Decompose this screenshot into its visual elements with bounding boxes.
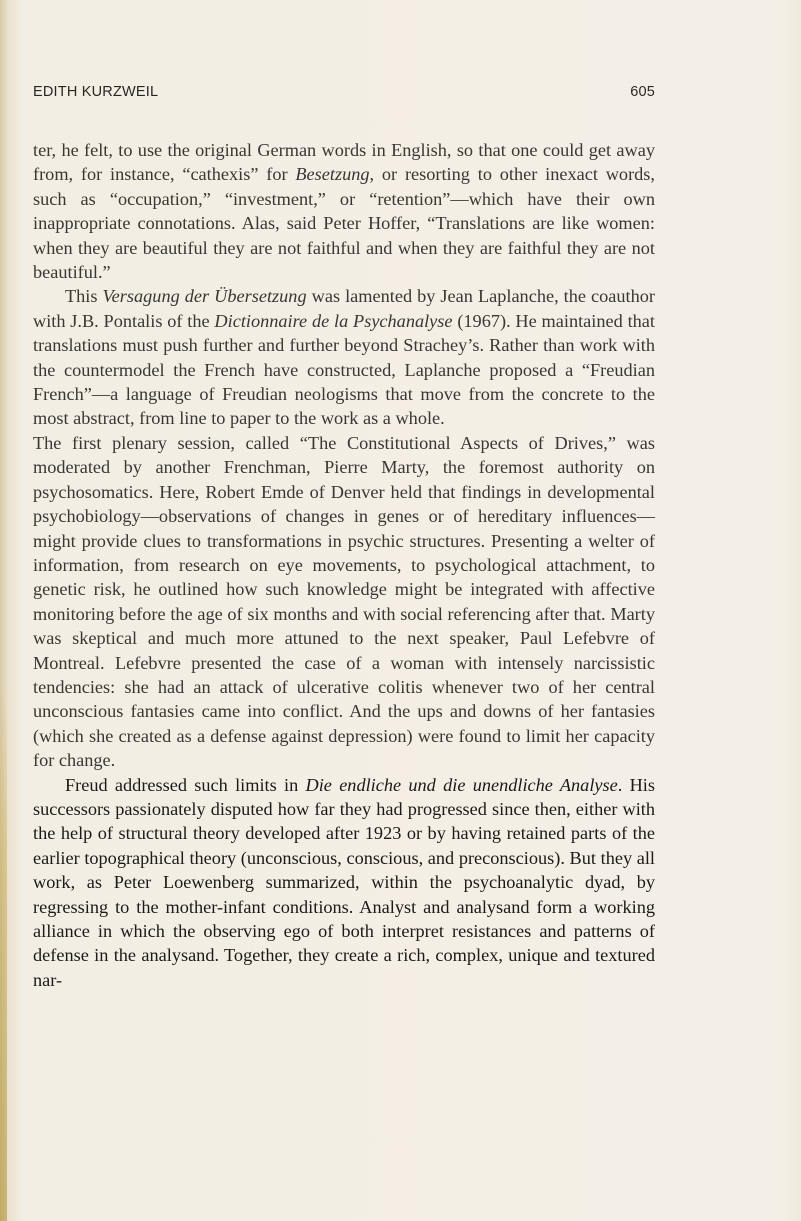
paragraph	[33, 773, 655, 993]
italic-text: Besetzung	[295, 164, 370, 185]
page-number: 605	[630, 84, 655, 100]
running-head-author: EDITH KURZWEIL	[33, 84, 159, 100]
text-run: was lamented by Jean Laplanche, the coauthor with J.B. Pontalis of the	[33, 286, 655, 331]
text-run: , or resorting to other inexact words, such as “occupation,” “investment,” or “retention”—which have their own inappropriate connotations. Alas, said Peter Hoffer, “Translations are like women: when they are beautiful they are not faithful and when they are faithful they are not beautiful.”	[33, 164, 655, 283]
italic-text: Dictionnaire de la Psychanalyse	[214, 310, 453, 331]
text-run: ter, he felt, to use the original German words in English, so that one could get away from, for instance, “cathexis” for	[33, 140, 655, 185]
text-run: The first plenary session, called “The Constitutional Aspects of Drives,” was moderated by another Frenchman, Pierre Marty, the foremost authority on psychosomatics. Here, Robert Emde of Denver held that findings in developmental psychobiology—observations of changes in genes or of hereditary influences—might provide clues to transformations in psychic structures. Presenting a welter of information, from research on eye movements, to psychological attachment, to genetic risk, he outlined how such knowledge might be integrated with affective monitoring before the age of six months and with social referencing after that. Marty was skeptical and much more attuned to the next speaker, Paul Lefebvre of Montreal. Lefebvre presented the case of a woman with intensely narcissistic tendencies: she had an attack of ulcerative colitis whenever two of her central unconscious fantasies came into conflict. And the ups and downs of her fantasies (which she created as a defense against depression) were found to limit her capacity for change.	[33, 432, 655, 771]
paragraph	[33, 138, 655, 284]
text-run: (1967). He maintained that translations must push further and further beyond Strachey’s. Rather than work with the countermodel the French have constructed, Laplanche proposed a “Freudian French”—a language of Freudian neologisms that move from the concrete to the most abstract, from line to paper to the work as a whole.	[33, 310, 655, 429]
running-head	[33, 84, 655, 104]
italic-text: Die endliche und die unendliche Analyse	[305, 774, 618, 795]
text-run: Freud addressed such limits in	[65, 774, 306, 795]
text-run: . His successors passionately disputed how far they had progressed since then, either with the help of structural theory developed after 1923 or by having retained parts of the earlier topographical theory (unconscious, conscious, and preconscious). But they all work, as Peter Loewenberg summarized, within the psychoanalytic dyad, by regressing to the mother-infant conditions. Analyst and analysand form a working alliance in which the observing ego of both interpret resistances and patterns of defense in the analysand. Together, they create a rich, complex, unique and textured nar-	[33, 774, 655, 990]
paragraph	[33, 284, 655, 430]
text-run: This	[65, 286, 103, 307]
body-text	[33, 138, 655, 992]
page-edge-stain	[0, 690, 7, 1221]
italic-text: Versagung der Übersetzung	[102, 286, 307, 307]
paragraph	[33, 431, 655, 773]
